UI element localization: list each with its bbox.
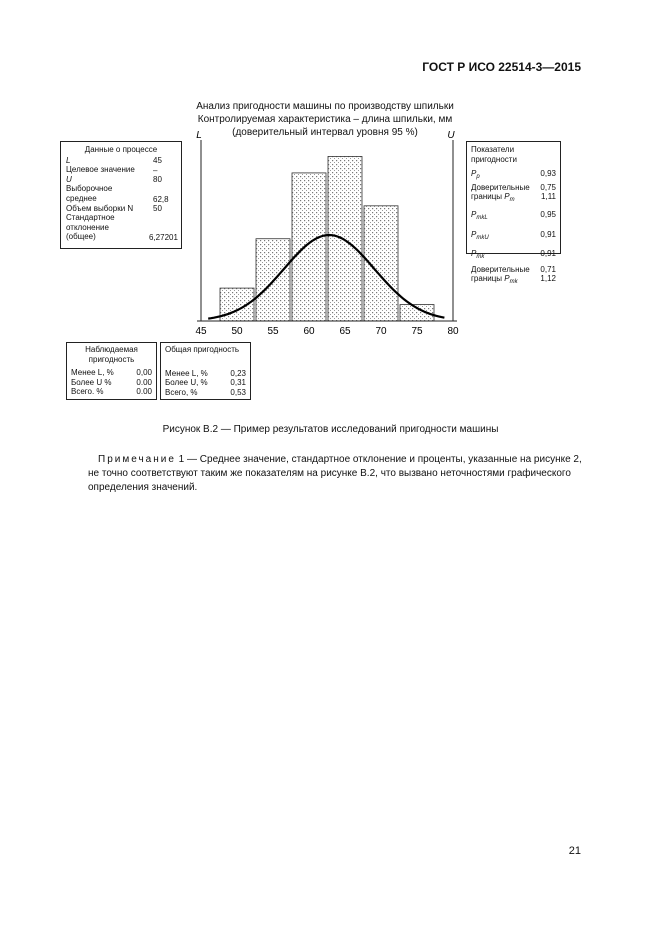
histogram-bar-3 <box>292 173 326 321</box>
capability-title: Показатели пригодности <box>471 145 517 164</box>
chart-title-line-1: Анализ пригодности машины по производству шпильки <box>196 101 454 112</box>
chart-title-line-2: Контролируемая характеристика – длина шпильки, мм <box>197 114 453 125</box>
std-label-3: (общее) <box>66 232 96 242</box>
observed-less-l-value: 0,00 <box>136 368 152 377</box>
upper-spec-limit-label: U <box>447 130 455 141</box>
note-lead: Примечание <box>98 454 176 465</box>
process-data-title: Данные о процессе <box>84 145 158 154</box>
observed-title-1: Наблюдаемая <box>85 345 138 354</box>
observed-total-label: Всего. % <box>71 387 104 397</box>
overall-more-u-label: Более U, % <box>165 378 208 388</box>
pmkl-value: 0,95 <box>540 209 556 219</box>
lower-limit-value: 45 <box>153 156 162 165</box>
chart-title-line-3: (доверительный интервал уровня 95 %) <box>232 127 418 138</box>
sample-size-label: Объем выборки N <box>66 203 134 213</box>
pm-lower-value: 0,75 <box>540 182 556 192</box>
observed-capability-box <box>66 342 157 400</box>
pmku-label: $P_{mkU}$ <box>471 229 489 241</box>
sample-label-1: Выборочное <box>66 184 113 194</box>
page-number: 21 <box>568 845 581 857</box>
overall-more-u-value: 0,31 <box>230 378 246 388</box>
pm-conf-label-2: границы $P_m$ <box>471 192 515 204</box>
overall-total-label: Всего, % <box>165 387 198 397</box>
x-tick-label-70: 70 <box>375 326 387 337</box>
pmk-value: 0,91 <box>540 249 556 259</box>
x-tick-label-60: 60 <box>303 326 315 337</box>
pp-value: 0,93 <box>540 169 556 179</box>
x-tick-label-50: 50 <box>231 326 243 337</box>
pmk-conf-label-2: границы $P_{mk}$ <box>471 274 518 286</box>
x-tick-label-80: 80 <box>447 326 459 337</box>
pmk-label: $P_{mk}$ <box>471 249 485 261</box>
pmk-conf-label-1: Доверительные <box>471 264 530 274</box>
pmk-lower-value: 0,71 <box>540 264 556 274</box>
observed-title-2: пригодность <box>88 354 135 364</box>
pp-label: $P_p$ <box>471 169 480 181</box>
std-value: 6,27201 <box>149 233 178 242</box>
x-tick-label-75: 75 <box>411 326 423 337</box>
histogram-bar-4 <box>328 156 362 321</box>
note-text: 1 — Среднее значение, стандартное отклонение и проценты, указанные на рисунке 2, не точно соответствуют таким же показателям на рисунке В.2, что вызвано неточностями графического определения значений. <box>88 454 582 493</box>
x-tick-label-55: 55 <box>267 326 279 337</box>
pm-upper-value: 1,11 <box>541 192 556 202</box>
observed-less-l-label: Менее L, % <box>71 368 114 377</box>
sample-mean-value: 62,8 <box>153 195 169 204</box>
overall-title: Общая пригодность <box>165 345 240 354</box>
target-value: – <box>153 166 158 175</box>
overall-total-value: 0,53 <box>230 387 246 397</box>
target-label: Целевое значение <box>66 165 135 175</box>
pm-conf-label-1: Доверительные <box>471 182 530 192</box>
pmk-upper-value: 1,12 <box>540 274 556 284</box>
observed-total-value: 0.00 <box>136 387 152 397</box>
document-header: ГОСТ Р ИСО 22514-3—2015 <box>422 60 581 74</box>
observed-more-u-label: Более U % <box>71 377 112 387</box>
x-tick-label-65: 65 <box>339 326 351 337</box>
upper-limit-value: 80 <box>153 175 162 184</box>
capability-indices-box <box>466 141 561 286</box>
x-tick-label-45: 45 <box>195 326 207 337</box>
process-data-box <box>60 141 182 249</box>
lower-spec-limit-label: L <box>196 130 202 141</box>
overall-less-l-label: Менее L, % <box>165 368 208 378</box>
observed-more-u-value: 0.00 <box>136 377 152 387</box>
note-paragraph <box>88 453 584 495</box>
sample-size-value: 50 <box>153 204 162 213</box>
upper-limit-label: U <box>66 174 72 184</box>
sample-mean-label: среднее <box>66 193 97 203</box>
pmkl-label: $P_{mkL}$ <box>471 209 488 221</box>
lower-limit-label: L <box>66 155 71 165</box>
overall-less-l-value: 0,23 <box>230 368 246 378</box>
figure-caption: Рисунок В.2 — Пример результатов исследований пригодности машины <box>162 424 499 435</box>
std-label-2: отклонение <box>66 222 109 232</box>
overall-capability-box <box>160 342 251 400</box>
pmku-value: 0,91 <box>540 229 556 239</box>
std-label-1: Стандартное <box>66 213 115 223</box>
